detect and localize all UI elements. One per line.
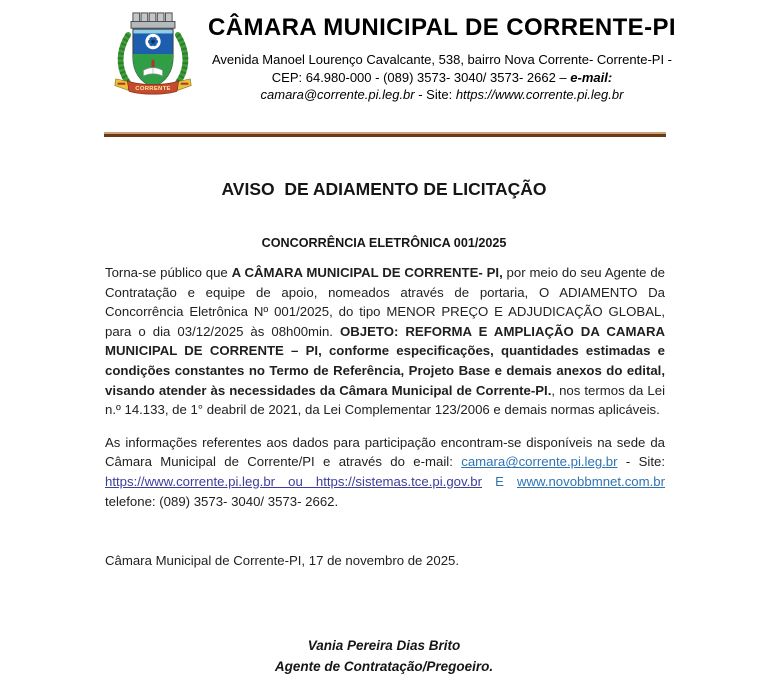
date-line: Câmara Municipal de Corrente-PI, 17 de novembro de 2025.: [105, 553, 460, 569]
p2-seg2: - Site:: [617, 454, 665, 470]
address-email: camara@corrente.pi.leg.br: [260, 87, 415, 102]
p1-seg5: , nos termos da Lei n.º 14.133, de 1° deabril de 2021, da Lei Complementar 123/2006 e demais normas aplicáveis.: [105, 382, 666, 418]
p2-seg1: As informações referentes aos dados para participação encontram-se disponíveis na sede da Câmara Municipal de Corrente/PI e através do e-mail:: [105, 434, 665, 470]
p2-seg3: E: [482, 473, 517, 489]
logo-banner-text: CORRENTE: [135, 85, 171, 92]
letterhead: [0, 8, 768, 106]
address-site: https://www.corrente.pi.leg.br: [455, 87, 624, 102]
p1-seg3: por meio do seu Agente de Contratação e equipe de apoio, nomeados através de portaria, O ADIAMENTO Da Concorrência Eletrônica Nº 001/2025, do tipo MENOR PREÇO E ADJUDICAÇÃO GLOBAL, para o dia 03/12/2025 às 08h00min.: [105, 265, 666, 339]
municipal-coat-of-arms-icon: [110, 8, 196, 105]
address-site-sep: - Site:: [414, 87, 456, 102]
address-line2: CEP: 64.980-000 - (089) 3573- 3040/ 3573- 2662 –: [271, 69, 571, 85]
letterhead-text: [208, 8, 676, 104]
paragraph-1: [105, 263, 665, 420]
email-link[interactable]: camara@corrente.pi.leg.br: [461, 454, 618, 470]
p1-org-bold: A CÂMARA MUNICIPAL DE CORRENTE- PI,: [231, 265, 503, 280]
address-line1: Avenida Manoel Lourenço Cavalcante, 538, bairro Nova Corrente- Corrente-PI -: [211, 52, 673, 67]
notice-subtitle: CONCORRÊNCIA ELETRÔNICA 001/2025: [261, 236, 507, 250]
p1-objeto-bold: OBJETO: REFORMA E AMPLIAÇÃO DA CAMARA MUNICIPAL DE CORRENTE – PI, conforme especificações, quantidades estimadas e condições constantes no Termo de Referência, Projeto Base e demais anexos do edital, visando atender às necessidades da Câmara Municipal de Corrente-PI.: [105, 323, 665, 398]
bbmnet-link[interactable]: www.novobbmnet.com.br: [516, 473, 665, 489]
header-divider: [104, 132, 666, 137]
site-links[interactable]: https://www.corrente.pi.leg.br ou https://sistemas.tce.pi.gov.br: [105, 473, 482, 489]
notice-title: AVISO DE ADIAMENTO DE LICITAÇÃO: [221, 179, 547, 199]
org-title: CÂMARA MUNICIPAL DE CORRENTE-PI: [208, 14, 676, 41]
p2-seg4: telefone: (089) 3573- 3040/ 3573- 2662.: [105, 493, 339, 509]
signature-name: Vania Pereira Dias Brito: [307, 638, 461, 654]
p1-seg1: Torna-se público que: [105, 265, 232, 280]
org-address: [208, 51, 676, 104]
address-email-label: e-mail:: [570, 69, 613, 85]
paragraph-2: [105, 433, 665, 511]
signature-role: Agente de Contratação/Pregoeiro.: [274, 658, 494, 674]
signature-block: [0, 636, 768, 677]
